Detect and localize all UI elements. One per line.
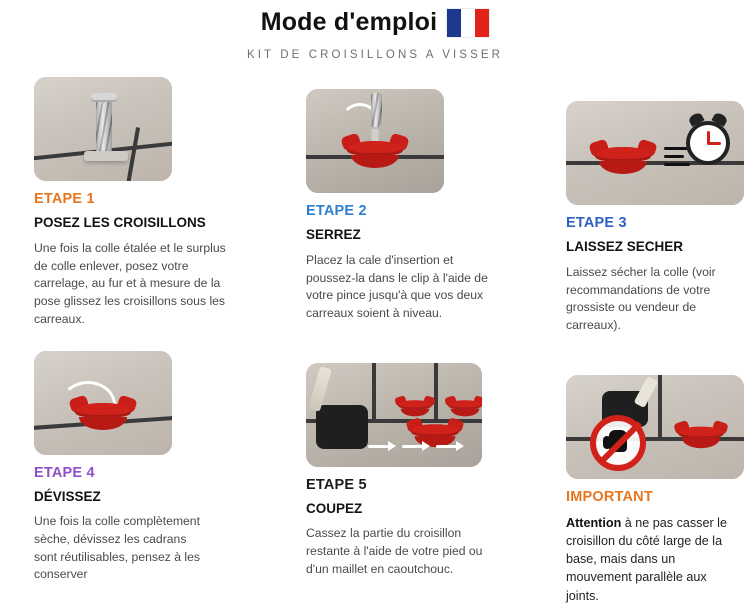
red-spacer-icon xyxy=(592,135,654,175)
page-header xyxy=(0,0,750,61)
step-5-image xyxy=(306,363,482,467)
step-1-image xyxy=(34,77,172,181)
step-1-body: Une fois la colle étalée et le surplus de colle enlever, posez votre carrelage, au fur et à mesure de la pose glissez les croisillons sous les carreaux. xyxy=(34,240,226,326)
step-card-3 xyxy=(506,77,738,335)
red-spacer-icon xyxy=(396,393,433,417)
page-subtitle: KIT DE CROISILLONS A VISSER xyxy=(246,49,504,61)
direction-arrow-icon xyxy=(368,445,394,448)
prohibition-hand-icon xyxy=(590,415,646,471)
step-4-label: ETAPE 4 xyxy=(34,464,95,481)
step-4-image xyxy=(34,351,172,455)
clock-icon xyxy=(686,121,730,165)
title-row xyxy=(0,8,750,37)
important-body xyxy=(566,514,738,605)
step-5-body: Cassez la partie du croisillon restante à l'aide de votre pied ou d'un maillet en caoutchouc. xyxy=(306,526,483,576)
step-3-label: ETAPE 3 xyxy=(566,215,627,231)
step-3-image xyxy=(566,101,744,205)
motion-lines-icon xyxy=(664,147,690,171)
direction-arrow-icon xyxy=(436,445,462,448)
rubber-mallet-icon xyxy=(316,405,368,449)
red-spacer-icon xyxy=(446,393,482,417)
step-1-label: ETAPE 1 xyxy=(34,191,95,207)
step-5-label: ETAPE 5 xyxy=(306,476,367,493)
step-4-title: DÉVISSEZ xyxy=(34,488,101,504)
step-2-body: Placez la cale d'insertion et poussez-la dans le clip à l'aide de votre pince jusqu'à que vos deux carreaux soient à niveau. xyxy=(306,252,488,320)
red-spacer-icon xyxy=(344,129,406,169)
step-3-body: Laissez sécher la colle (voir recommandations de votre grossiste ou vendeur de carreaux). xyxy=(566,264,716,332)
step-card-1 xyxy=(18,77,250,335)
red-spacer-icon xyxy=(409,414,462,448)
step-2-image xyxy=(306,89,444,193)
steps-row-1 xyxy=(0,77,750,335)
important-body-rest: à ne pas casser le croisillon du côté large de la base, mais dans un mouvement parallèle aux joints. xyxy=(566,515,727,603)
step-3-title: LAISSEZ SECHER xyxy=(566,239,684,254)
step-5-title: COUPEZ xyxy=(306,500,363,516)
important-label: IMPORTANT xyxy=(566,488,653,505)
important-image xyxy=(566,375,744,479)
step-2-title: SERREZ xyxy=(306,227,361,242)
french-flag-icon xyxy=(447,9,489,37)
red-spacer-icon xyxy=(676,417,726,449)
steps-row-2 xyxy=(0,351,750,605)
page-title: Mode d'emploi xyxy=(260,8,438,36)
step-4-body: Une fois la colle complètement sèche, dévissez les cadrans sont réutilisables, pensez à les conserver xyxy=(34,514,200,582)
step-card-4 xyxy=(18,351,250,605)
direction-arrow-icon xyxy=(402,445,428,448)
red-spacer-icon xyxy=(72,391,134,431)
step-card-important xyxy=(506,351,738,605)
important-body-bold: Attention xyxy=(566,515,622,530)
step-2-label: ETAPE 2 xyxy=(306,203,367,219)
step-1-title: POSEZ LES CROISILLONS xyxy=(34,215,206,230)
step-card-5 xyxy=(262,351,494,605)
step-card-2 xyxy=(262,77,494,335)
